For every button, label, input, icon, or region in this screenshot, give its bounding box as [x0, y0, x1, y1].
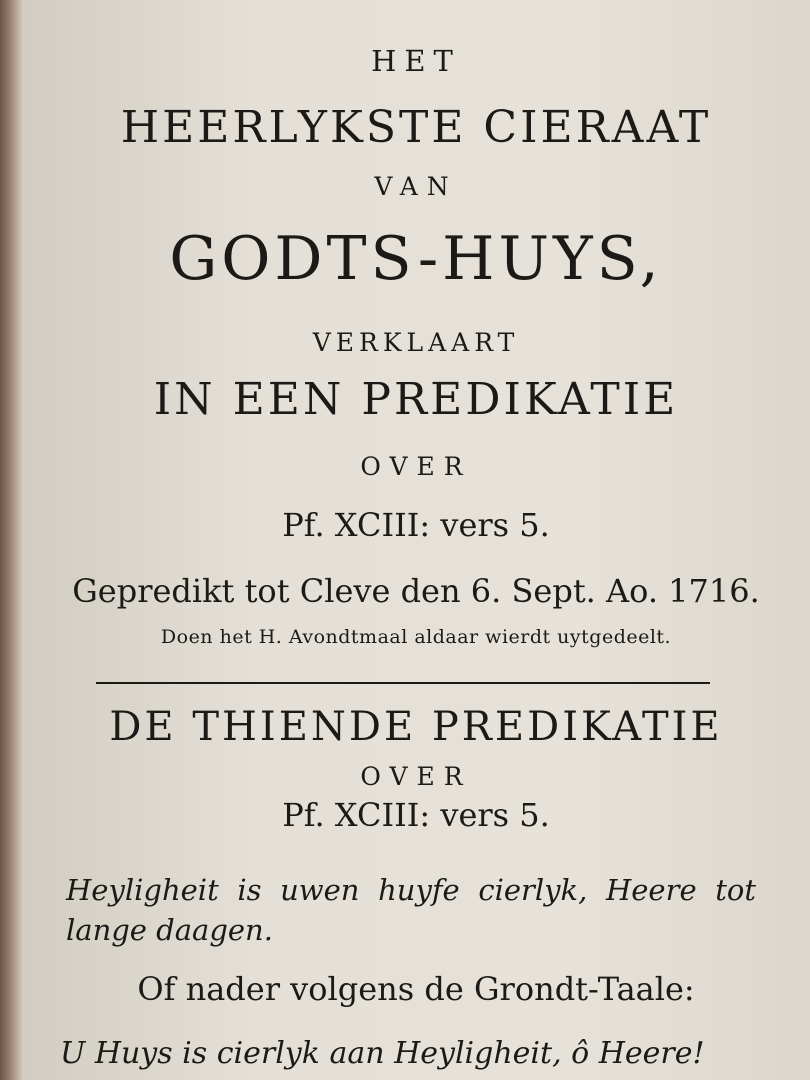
section-over: OVER [360, 762, 472, 791]
intro-line: Of nader volgens de Grondt-Taale: [137, 970, 695, 1008]
heading-van: VAN [374, 172, 458, 201]
book-binding [0, 0, 22, 1080]
heading-title: HEERLYKSTE CIERAAT [120, 102, 712, 153]
section-reference: Pf. XCIII: vers 5. [282, 796, 550, 834]
heading-predikatie: IN EEN PREDIKATIE [153, 374, 679, 425]
text-reference: Pf. XCIII: vers 5. [282, 506, 550, 544]
section-divider [96, 682, 710, 684]
heading-het: HET [371, 44, 461, 78]
text-preached: Gepredikt tot Cleve den 6. Sept. Ao. 1716. [72, 572, 760, 610]
heading-main: GODTS-HUYS, [169, 224, 663, 294]
text-occasion: Doen het H. Avondtmaal aldaar wierdt uytgedeelt. [160, 626, 672, 648]
section-title: DE THIENDE PREDIKATIE [109, 704, 723, 750]
verse-translation: U Huys is cierlyk aan Heyligheit, ô Heere! [60, 1036, 705, 1071]
verse-text: Heyligheit is uwen huyfe cierlyk, Heere tot lange daagen. [66, 873, 756, 947]
heading-over: OVER [360, 452, 472, 481]
heading-verklaart: VERKLAART [312, 328, 520, 357]
